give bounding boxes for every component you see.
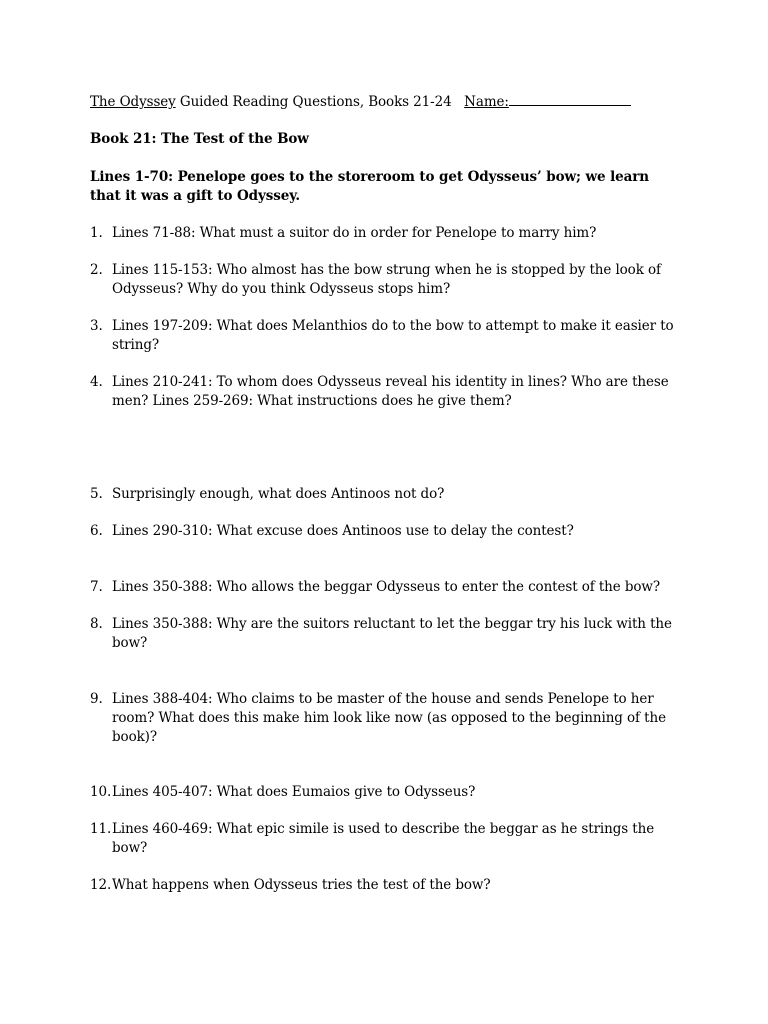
question-number: 11. xyxy=(90,821,112,837)
question-text: Lines 290-310: What excuse does Antinoos use to delay the contest? xyxy=(112,523,574,539)
question-item xyxy=(90,820,680,858)
question-number: 1. xyxy=(90,225,103,241)
question-item xyxy=(90,485,680,504)
question-item xyxy=(90,578,680,597)
question-text: Surprisingly enough, what does Antinoos not do? xyxy=(112,486,445,502)
book-title: Book 21: The Test of the Bow xyxy=(90,131,309,147)
question-text: Lines 71-88: What must a suitor do in order for Penelope to marry him? xyxy=(112,225,597,241)
worksheet-header xyxy=(90,92,631,112)
question-text: Lines 388-404: Who claims to be master of the house and sends Penelope to her room? What does this make him look like now (as opposed to the beginning of the book)? xyxy=(112,691,666,745)
header-title-rest: Guided Reading Questions, Books 21-24 xyxy=(175,94,452,110)
question-text: Lines 350-388: Who allows the beggar Odysseus to enter the contest of the bow? xyxy=(112,579,661,595)
question-item xyxy=(90,522,680,541)
question-item xyxy=(90,876,680,895)
question-text: Lines 350-388: Why are the suitors reluctant to let the beggar try his luck with the bow? xyxy=(112,616,672,651)
question-number: 7. xyxy=(90,579,103,595)
name-label: Name: xyxy=(464,94,509,110)
intro-summary: Lines 1-70: Penelope goes to the storeroom to get Odysseus’ bow; we learn that it was a gift to Odyssey. xyxy=(90,169,650,204)
question-item xyxy=(90,615,680,653)
question-item xyxy=(90,783,680,802)
question-text: Lines 460-469: What epic simile is used to describe the beggar as he strings the bow? xyxy=(112,821,655,856)
question-text: What happens when Odysseus tries the test of the bow? xyxy=(112,877,491,893)
question-text: Lines 405-407: What does Eumaios give to Odysseus? xyxy=(112,784,476,800)
document-page xyxy=(90,0,690,1024)
question-number: 6. xyxy=(90,523,103,539)
question-number: 5. xyxy=(90,486,103,502)
question-number: 12. xyxy=(90,877,112,893)
question-item xyxy=(90,224,680,243)
question-number: 9. xyxy=(90,691,103,707)
question-item xyxy=(90,373,680,411)
question-number: 4. xyxy=(90,374,103,390)
question-item xyxy=(90,261,680,299)
question-number: 8. xyxy=(90,616,103,632)
question-text: Lines 197-209: What does Melanthios do to the bow to attempt to make it easier to string? xyxy=(112,318,674,353)
question-item xyxy=(90,317,680,355)
header-title-underlined: The Odyssey xyxy=(90,94,176,110)
question-item xyxy=(90,690,680,747)
question-number: 2. xyxy=(90,262,103,278)
question-text: Lines 115-153: Who almost has the bow strung when he is stopped by the look of Odysseus? Why do you think Odysseus stops him? xyxy=(112,262,661,297)
name-blank-line xyxy=(509,92,631,106)
question-text: Lines 210-241: To whom does Odysseus reveal his identity in lines? Who are these men? Lines 259-269: What instructions does he give them? xyxy=(112,374,669,409)
question-number: 3. xyxy=(90,318,103,334)
question-number: 10. xyxy=(90,784,112,800)
